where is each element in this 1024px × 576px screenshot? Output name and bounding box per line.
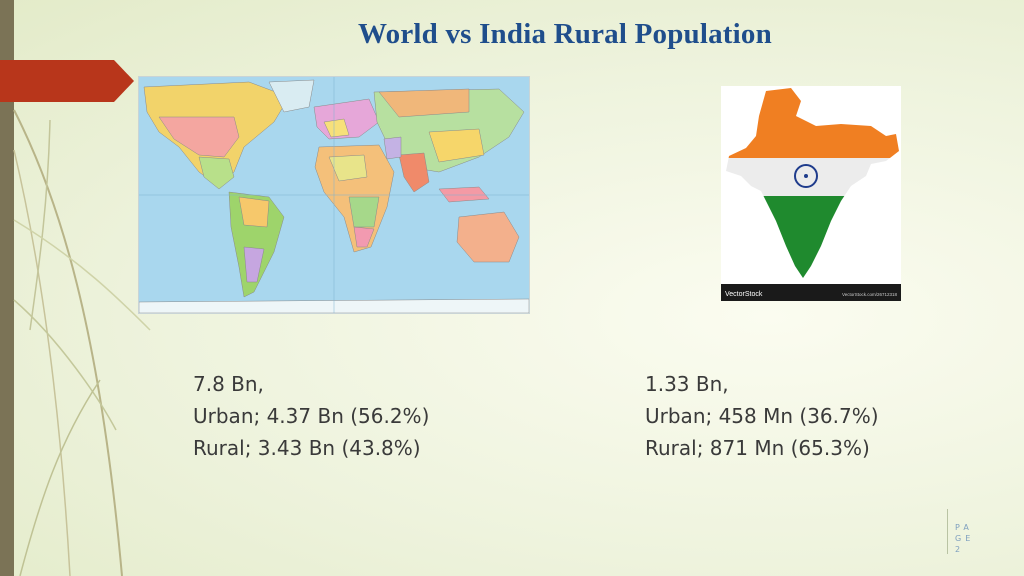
world-stats xyxy=(193,368,429,464)
world-urban: Urban; 4.37 Bn (56.2%) xyxy=(193,404,430,428)
india-rural: Rural; 871 Mn (65.3%) xyxy=(645,436,870,460)
india-total: 1.33 Bn, xyxy=(645,372,729,396)
india-flag-map xyxy=(721,86,901,301)
world-total: 7.8 Bn, xyxy=(193,372,264,396)
india-urban: Urban; 458 Mn (36.7%) xyxy=(645,404,879,428)
world-political-map xyxy=(138,76,530,314)
watermark-brand: VectorStock xyxy=(725,291,763,298)
world-rural: Rural; 3.43 Bn (43.8%) xyxy=(193,436,421,460)
india-stats xyxy=(645,368,879,464)
slide-title: World vs India Rural Population xyxy=(358,18,772,50)
page-divider xyxy=(947,509,948,554)
page-number: PAGE 2 xyxy=(955,523,975,554)
accent-tab xyxy=(0,60,134,102)
watermark-ref: VectorStock.com/26712318 xyxy=(841,292,897,297)
